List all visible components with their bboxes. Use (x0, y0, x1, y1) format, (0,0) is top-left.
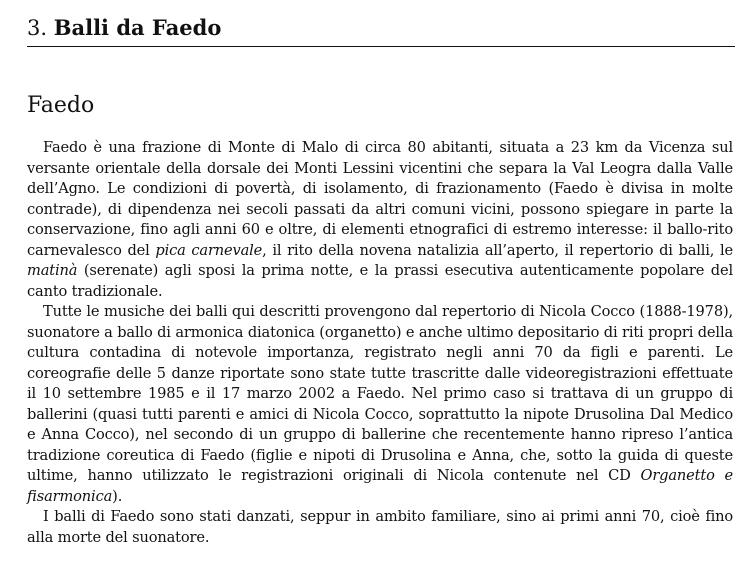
italic-cd-title: Organetto e fisarmonica (27, 467, 733, 505)
italic-term: matinà (27, 262, 78, 279)
paragraph (27, 302, 733, 507)
paragraph (27, 138, 733, 302)
body-text (27, 138, 733, 548)
chapter-title: Balli da Faedo (53, 15, 222, 40)
text-run: ). (112, 487, 123, 505)
italic-term: pica carnevale (155, 241, 263, 259)
text-run: Tutte le musiche dei balli qui descritti provengono dal repertorio di Nicola Cocco (1888-1978), suonatore a ballo di armonica diatonica (organetto) e anche ultimo depositario di riti propri della cultura contadina di notevole importanza, registrato negli anni 70 da figli e parenti. Le coreografie delle 5 danze riportate sono state tutte trascritte dalle videoregistrazioni effettuate il 10 settembre 1985 e il 17 marzo 2002 a Faedo. Nel primo caso si trattava di un gruppo di ballerini (quasi tutti parenti e amici di Nicola Cocco, soprattutto la nipote Drusolina Dal Medico e Anna Cocco), nel secondo di un gruppo di ballerine che recentemente hanno ripreso l’antica tradizione coreutica di Faedo (figlie e nipoti di Drusolina e Anna, che, sotto la guida di queste ultime, hanno utilizzato le registrazioni originali di Nicola contenute nel CD (27, 303, 734, 484)
chapter-header (27, 14, 735, 47)
chapter-number: 3. (27, 16, 48, 40)
text-run: I balli di Faedo sono stati danzati, seppur in ambito familiare, sino ai primi anni 70, cioè fino alla morte del suonatore. (27, 508, 733, 546)
text-run: Faedo è una frazione di Monte di Malo di circa 80 abitanti, situata a 23 km da Vicenza sul versante orientale della dorsale dei Monti Lessini vicentini che separa la Val Leogra dalla Valle dell’Agno. Le condizioni di povertà, di isolamento, di frazionamento (Faedo è divisa in molte contrade), di dipendenza nei secoli passati da altri comuni vicini, possono spiegare in parte la conservazione, fino agli anni 60 e oltre, di elementi etnografici di estremo interesse: il ballo-rito carnevalesco del (27, 139, 733, 259)
section-title: Faedo (27, 93, 95, 118)
text-run: (serenate) agli sposi la prima notte, e la prassi esecutiva autenticamente popolare del canto tradizionale. (27, 262, 733, 300)
paragraph (27, 507, 733, 548)
text-run: , il rito della novena natalizia all’aperto, il repertorio di balli, le (262, 241, 734, 259)
